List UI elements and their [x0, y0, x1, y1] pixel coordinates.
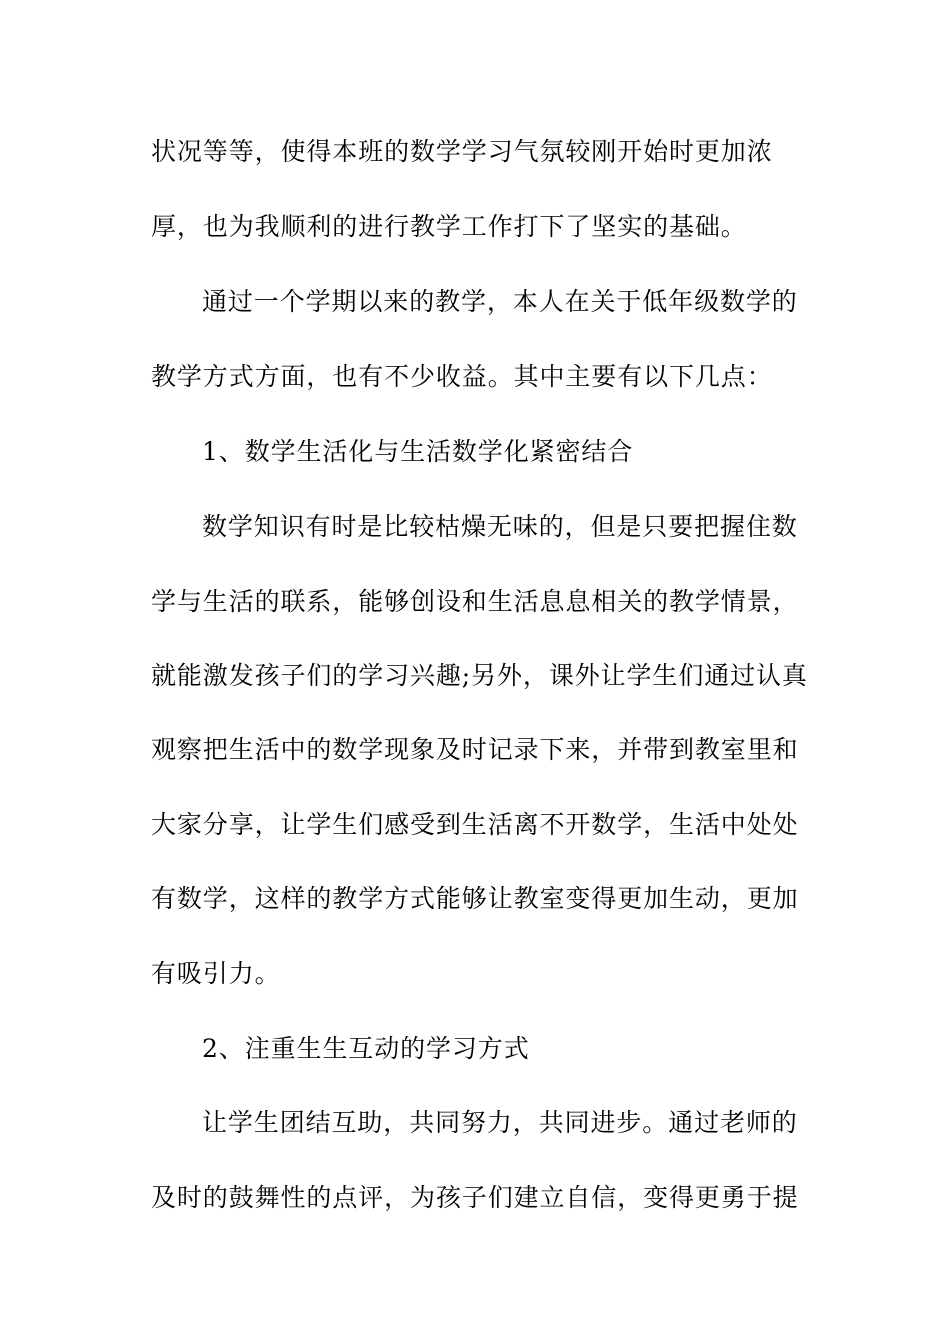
paragraph-line: 有数学，这样的教学方式能够让教室变得更加生动，更加	[151, 884, 799, 913]
section-heading-1: 1、数学生活化与生活数学化紧密结合	[202, 437, 634, 466]
paragraph-line: 状况等等，使得本班的数学学习气氛较刚开始时更加浓	[151, 137, 773, 166]
paragraph-first-line: 通过一个学期以来的教学，本人在关于低年级数学的	[202, 287, 798, 316]
paragraph-line: 厚，也为我顺利的进行教学工作打下了坚实的基础。	[151, 212, 747, 241]
paragraph-line: 大家分享，让学生们感受到生活离不开数学，生活中处处	[151, 810, 799, 839]
paragraph-line: 有吸引力。	[151, 959, 281, 988]
paragraph-line: 观察把生活中的数学现象及时记录下来，并带到教室里和	[151, 735, 799, 764]
paragraph-line: 就能激发孩子们的学习兴趣;另外，课外让学生们通过认真	[151, 661, 808, 690]
paragraph-line: 学与生活的联系，能够创设和生活息息相关的教学情景，	[151, 587, 799, 616]
section-heading-2: 2、注重生生互动的学习方式	[202, 1034, 530, 1063]
paragraph-first-line: 让学生团结互助，共同努力，共同进步。通过老师的	[202, 1108, 798, 1137]
paragraph-first-line: 数学知识有时是比较枯燥无味的，但是只要把握住数	[202, 512, 798, 541]
paragraph-line: 教学方式方面，也有不少收益。其中主要有以下几点：	[151, 362, 773, 391]
paragraph-line: 及时的鼓舞性的点评，为孩子们建立自信，变得更勇于提	[151, 1183, 799, 1212]
